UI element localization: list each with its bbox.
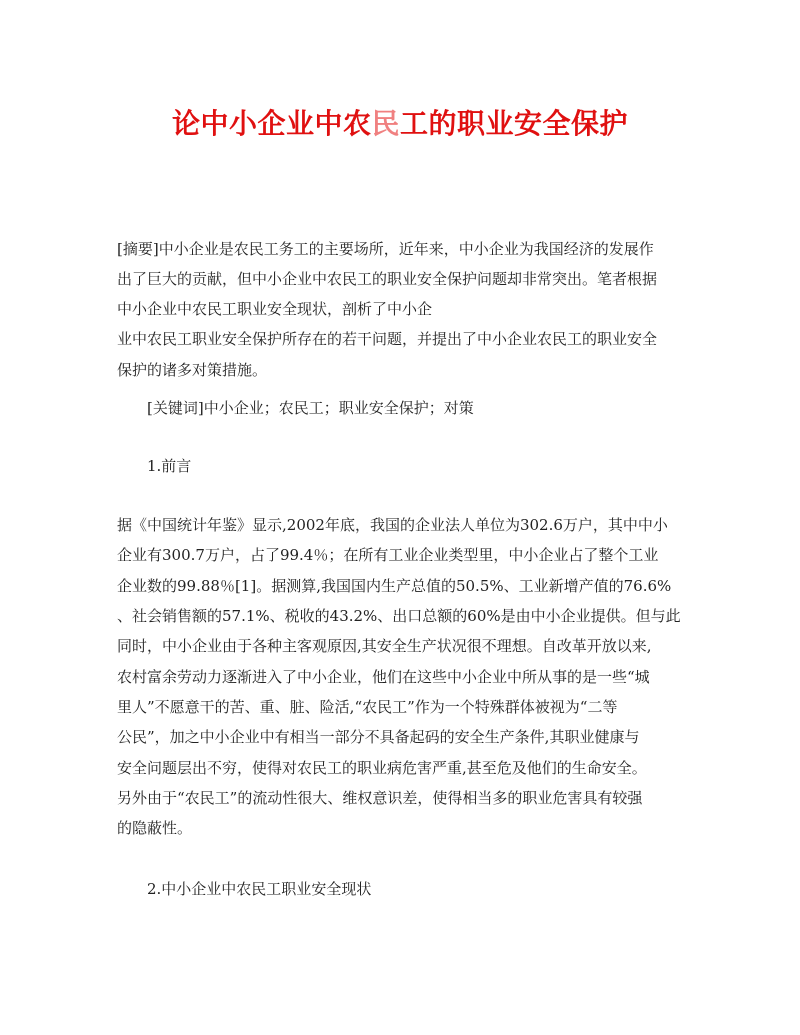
title-suffix: 工的职业安全保护	[400, 107, 629, 140]
abstract-line: [摘要]中小企业是农民工务工的主要场所，近年来，中小企业为我国经济的发展作	[117, 240, 654, 258]
abstract-line: 保护的诸多对策措施。	[117, 361, 268, 379]
keywords-line: [关键词]中小企业；农民工；职业安全保护；对策	[147, 399, 474, 417]
title-highlight-char: 民	[371, 107, 400, 140]
paragraph-line: 里人”不愿意干的苦、重、脏、险活,“农民工”作为一个特殊群体被视为“二等	[117, 698, 618, 716]
document-title	[0, 104, 800, 144]
paragraph-line: 公民”，加之中小企业中有相当一部分不具备起码的安全生产条件,其职业健康与	[117, 728, 640, 746]
paragraph-line: 、社会销售额的57.1%、税收的43.2%、出口总额的60%是由中小企业提供。但与此	[117, 607, 681, 625]
abstract-line: 业中农民工职业安全保护所存在的若干问题，并提出了中小企业农民工的职业安全	[117, 330, 658, 348]
paragraph-line: 企业数的99.88％[1]。据测算,我国国内生产总值的50.5%、工业新增产值的76.6%	[117, 577, 672, 595]
paragraph-line: 的隐蔽性。	[117, 819, 193, 837]
title-prefix: 论中小企业中农	[171, 107, 372, 140]
paragraph-line: 安全问题层出不穷，使得对农民工的职业病危害严重,甚至危及他们的生命安全。	[117, 759, 647, 777]
abstract-line: 中小企业中农民工职业安全现状，剖析了中小企	[117, 300, 433, 318]
paragraph-line: 农村富余劳动力逐渐进入了中小企业，他们在这些中小企业中所从事的是一些“城	[117, 668, 650, 686]
paragraph-line: 企业有300.7万户，占了99.4％；在所有工业企业类型里，中小企业占了整个工业	[117, 546, 659, 564]
paragraph-line: 据《中国统计年鉴》显示,2002年底，我国的企业法人单位为302.6万户，其中中小	[117, 516, 668, 534]
section-heading-2: 2.中小企业中农民工职业安全现状	[147, 880, 372, 898]
paragraph-line: 另外由于“农民工”的流动性很大、维权意识差，使得相当多的职业危害具有较强	[117, 789, 643, 807]
abstract-line: 出了巨大的贡献，但中小企业中农民工的职业安全保护问题却非常突出。笔者根据	[117, 270, 658, 288]
paragraph-line: 同时，中小企业由于各种主客观原因,其安全生产状况很不理想。自改革开放以来,	[117, 637, 652, 655]
section-heading-1: 1.前言	[147, 457, 192, 475]
